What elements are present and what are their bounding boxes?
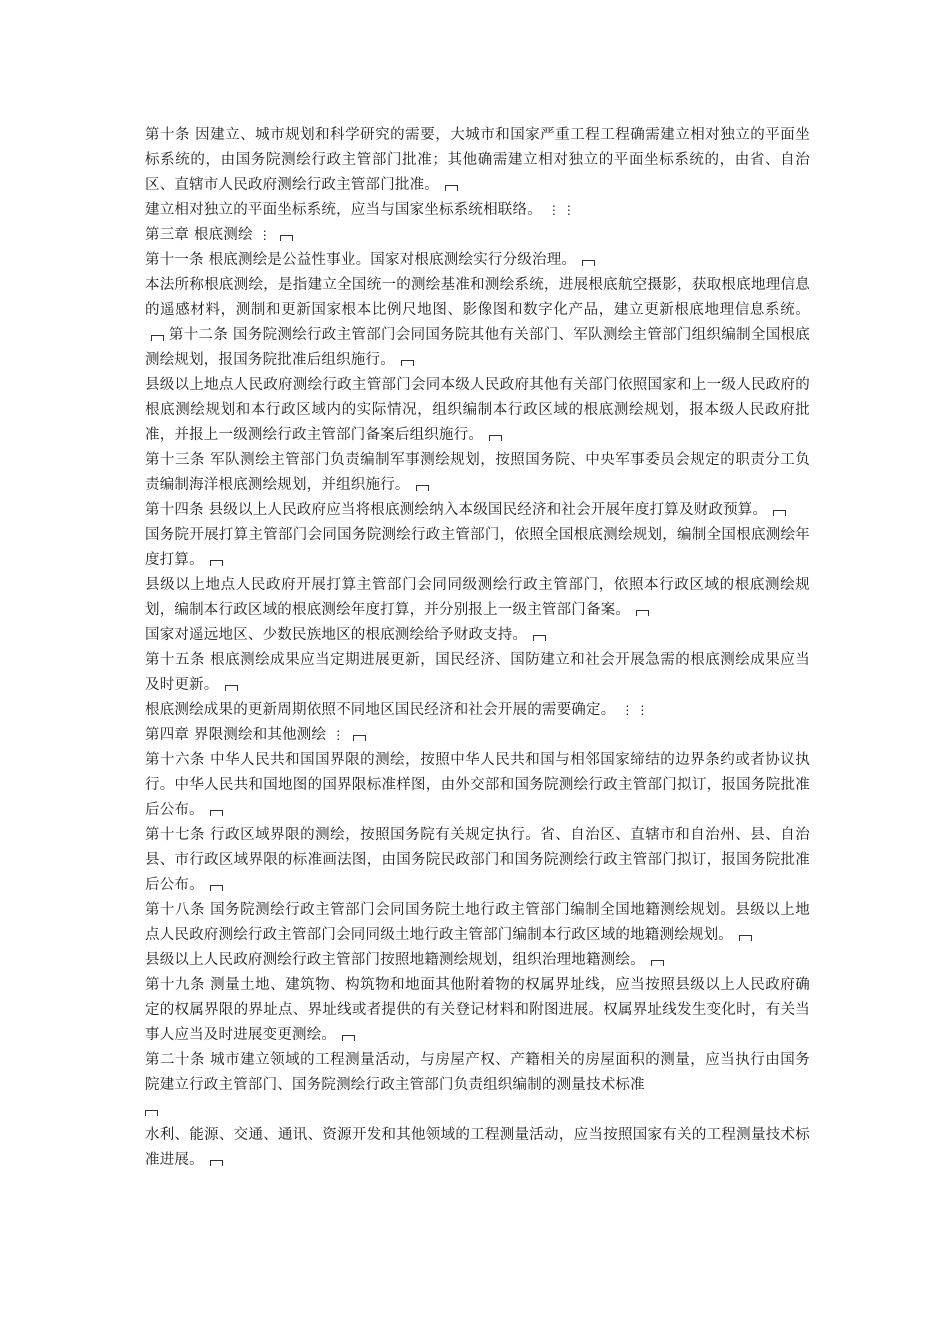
paragraph-article-15 [145,648,810,698]
paragraph-mark-icon [636,610,649,616]
paragraph-text: 第十六条 中华人民共和国国界限的测绘，按照中华人民共和国与相邻国家缔结的边界条约或者协议执行。中华人民共和国地图的国界限标准样图，由外交部和国务院测绘行政主管部门拟订，报国务院批准后公布。 [145,752,810,818]
chapter-title: 第三章 根底测绘 [145,227,253,243]
paragraph-article-13 [145,448,810,498]
paragraph-article-19 [145,973,810,1048]
paragraph-mark-icon [151,335,164,341]
paragraph-article-11 [145,248,810,273]
paragraph-text: 县级以上地点人民政府测绘行政主管部门会同本级人民政府其他有关部门依照国家和上一级人民政府的根底测绘规划和本行政区域内的实际情况，组织编制本行政区域的根底测绘规划，报本级人民政府批准，并报上一级测绘行政主管部门备案后组织施行。 [145,377,810,443]
paragraph-article-17 [145,823,810,898]
paragraph-text: 根底测绘成果的更新周期依照不同地区国民经济和社会开展的需要确定。 [145,702,616,718]
chapter-3-heading [145,223,810,248]
ellipsis-mark: ⋮⋮ [621,703,652,717]
paragraph-article-12-b [145,373,810,448]
ellipsis-mark: ⋮⋮ [547,203,578,217]
paragraph-mark-icon [739,935,752,941]
paragraph-article-14 [145,498,810,523]
paragraph-mark-icon [533,635,546,641]
paragraph-article-20-b [145,1123,810,1173]
ellipsis-mark: ⋮ [332,728,348,742]
paragraph-text: 第十九条 测量土地、建筑物、构筑物和地面其他附着物的权属界址线，应当按照县级以上人民政府确定的权属界限的界址点、界址线或者提供的有关登记材料和附图进展。权属界址线发生变化时，有关当事人应当及时进展变更测绘。 [145,977,810,1043]
paragraph-mark-icon [342,1035,355,1041]
paragraph-article-10 [145,123,810,198]
paragraph-article-11-b [145,273,810,373]
paragraph-mark-icon [210,560,223,566]
paragraph-text: 第十八条 国务院测绘行政主管部门会同国务院土地行政主管部门编制全国地籍测绘规划。县级以上地点人民政府测绘行政主管部门会同同级土地行政主管部门编制本行政区域的地籍测绘规划。 [145,902,810,943]
paragraph-mark-icon [416,485,429,491]
paragraph-text: 第十一条 根底测绘是公益性事业。国家对根底测绘实行分级治理。 [145,252,577,268]
paragraph-article-14-b [145,523,810,573]
paragraph-text: 第十七条 行政区域界限的测绘，按照国务院有关规定执行。省、自治区、直辖市和自治州、县、自治县、市行政区域界限的标准画法图，由国务院民政部门和国务院测绘行政主管部门拟订，报国务院批准后公布。 [145,827,810,893]
ellipsis-mark: ⋮ [258,228,274,242]
paragraph-text: 国家对遥远地区、少数民族地区的根底测绘给予财政支持。 [145,627,528,643]
paragraph-mark-icon [773,510,786,516]
paragraph-mark-icon [210,885,223,891]
paragraph-article-10-b [145,198,810,223]
chapter-4-heading [145,723,810,748]
paragraph-text: 县级以上地点人民政府开展打算主管部门会同同级测绘行政主管部门，依照本行政区域的根底测绘规划，编制本行政区域的根底测绘年度打算，并分别报上一级主管部门备案。 [145,577,810,618]
paragraph-mark-icon [280,235,293,241]
paragraph-text: 第十二条 国务院测绘行政主管部门会同国务院其他有关部门、军队测绘主管部门组织编制全国根底测绘规划，报国务院批准后组织施行。 [145,327,811,368]
paragraph-mark-icon [651,960,664,966]
paragraph-mark-icon [145,1110,158,1116]
paragraph-article-16 [145,748,810,823]
paragraph-text: 县级以上人民政府测绘行政主管部门按照地籍测绘规划，组织治理地籍测绘。 [145,952,645,968]
paragraph-article-18 [145,898,810,948]
chapter-title: 第四章 界限测绘和其他测绘 [145,727,327,743]
paragraph-article-14-c [145,573,810,623]
paragraph-article-15-b [145,698,810,723]
paragraph-mark-icon [489,435,502,441]
paragraph-mark-icon [225,685,238,691]
paragraph-text: 第十三条 军队测绘主管部门负责编制军事测绘规划，按照国务院、中央军事委员会规定的职责分工负责编制海洋根底测绘规划，并组织施行。 [145,452,810,493]
paragraph-text: 第十四条 县级以上人民政府应当将根底测绘纳入本级国民经济和社会开展年度打算及财政预算。 [145,502,768,518]
paragraph-text: 建立相对独立的平面坐标系统，应当与国家坐标系统相联络。 [145,202,542,218]
paragraph-text: 第二十条 城市建立领域的工程测量活动，与房屋产权、产籍相关的房屋面积的测量，应当执行由国务院建立行政主管部门、国务院测绘行政主管部门负责组织编制的测量技术标准 [145,1052,810,1093]
paragraph-text: 国务院开展打算主管部门会同国务院测绘行政主管部门，依照全国根底测绘规划，编制全国根底测绘年度打算。 [145,527,810,568]
paragraph-mark-icon [445,185,458,191]
paragraph-mark-icon [582,260,595,266]
document-body [145,123,810,1173]
paragraph-text: 水利、能源、交通、通讯、资源开发和其他领域的工程测量活动，应当按照国家有关的工程测量技术标准进展。 [145,1127,810,1168]
paragraph-text: 第十条 因建立、城市规划和科学研究的需要，大城市和国家严重工程工程确需建立相对独立的平面坐标系统的，由国务院测绘行政主管部门批准；其他确需建立相对独立的平面坐标系统的，由省、自治区、直辖市人民政府测绘行政主管部门批准。 [145,127,810,193]
paragraph-text: 本法所称根底测绘，是指建立全国统一的测绘基准和测绘系统，进展根底航空摄影，获取根底地理信息的遥感材料，测制和更新国家根本比例尺地图、影像图和数字化产品，建立更新根底地理信息系统。 [145,277,810,318]
paragraph-mark-icon [210,810,223,816]
paragraph-article-20 [145,1048,810,1123]
paragraph-article-18-b [145,948,810,973]
paragraph-text: 第十五条 根底测绘成果应当定期进展更新，国民经济、国防建立和社会开展急需的根底测绘成果应当及时更新。 [145,652,810,693]
paragraph-mark-icon [210,1160,223,1166]
paragraph-article-14-d [145,623,810,648]
paragraph-mark-icon [353,735,366,741]
paragraph-mark-icon [401,360,414,366]
